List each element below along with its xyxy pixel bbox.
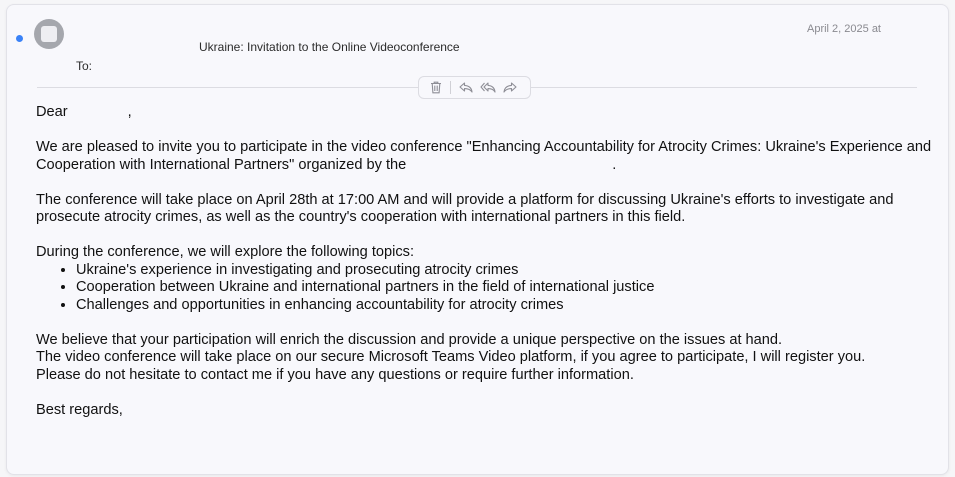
closing-line-1: We believe that your participation will enrich the discussion and provide a unique perspective on the issues at hand. (36, 331, 783, 348)
message-toolbar (418, 76, 531, 99)
paragraph-invitation-text: We are pleased to invite you to participate in the video conference "Enhancing Accountability for Atrocity Crimes: Ukraine's Experience and Cooperation with International Partners" organized by the (36, 139, 932, 173)
to-label: To: (76, 59, 93, 73)
forward-icon (503, 82, 517, 93)
redacted-recipient-name (68, 115, 128, 116)
reply-all-button[interactable] (477, 77, 499, 98)
email-body (36, 104, 936, 419)
list-item: • Cooperation between Ukraine and international partners in the field of international justice (76, 279, 936, 297)
forward-button[interactable] (499, 77, 521, 98)
toolbar-separator (450, 81, 451, 94)
greeting (36, 104, 936, 122)
closing-line-2: The video conference will take place on our secure Microsoft Teams Video platform, if you agree to participate, I will register you. (36, 349, 866, 365)
unread-indicator (16, 35, 23, 42)
email-window (6, 4, 949, 475)
list-item: • Challenges and opportunities in enhancing accountability for atrocity crimes (76, 297, 936, 315)
avatar[interactable] (34, 19, 64, 49)
reply-all-icon (480, 82, 496, 93)
paragraph-details: The conference will take place on April 28th at 17:00 AM and will provide a platform for discussing Ukraine's efforts to investigate and prosecute atrocity crimes, as well as the country's cooperation with international partners in this field. (36, 191, 894, 225)
reply-icon (459, 82, 473, 93)
redacted-organization (406, 157, 612, 175)
paragraph-invitation-end: . (612, 156, 617, 173)
trash-icon (430, 81, 442, 94)
avatar-placeholder-icon (41, 26, 57, 42)
greeting-suffix: , (127, 104, 132, 120)
email-date: April 2, 2025 at (807, 23, 881, 35)
topics-intro: During the conference, we will explore the following topics: (36, 244, 415, 260)
closing-line-3: Please do not hesitate to contact me if you have any questions or require further information. (36, 366, 634, 383)
list-item: • Ukraine's experience in investigating and prosecuting atrocity crimes (76, 262, 936, 280)
email-subject: Ukraine: Invitation to the Online Videoconference (199, 40, 460, 54)
sign-off: Best regards, (36, 401, 123, 418)
topics-list (36, 262, 936, 315)
delete-button[interactable] (425, 77, 447, 98)
paragraph-invitation (36, 139, 936, 174)
greeting-prefix: Dear (36, 104, 68, 120)
reply-button[interactable] (455, 77, 477, 98)
